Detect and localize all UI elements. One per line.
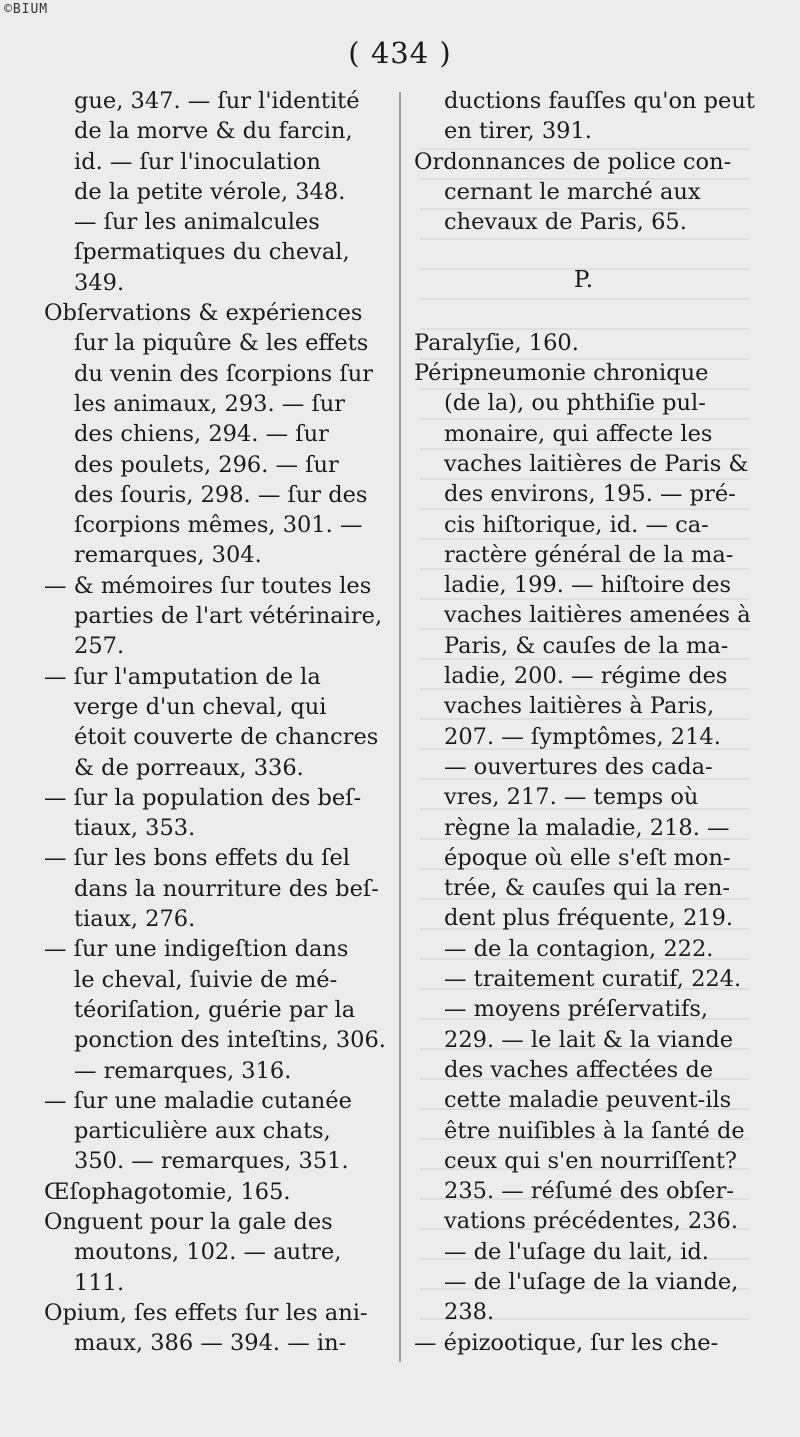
- index-line: — ſur une maladie cutanée: [44, 1087, 352, 1114]
- index-line: 238.: [444, 1299, 495, 1326]
- index-line: — ſur la population des beſ-: [44, 784, 362, 811]
- index-line: Paris, & cauſes de la ma-: [444, 632, 729, 659]
- index-line: Ordonnances de police con-: [414, 148, 732, 175]
- section-heading: P.: [573, 267, 595, 294]
- index-line: (de la), ou phthiſie pul-: [444, 390, 706, 417]
- index-line: — ſur les animalcules: [74, 209, 320, 236]
- index-line: — ſur une indigeſtion dans: [44, 936, 349, 963]
- index-line: étoit couverte de chancres: [74, 724, 379, 751]
- index-line: monaire, qui affecte les: [444, 420, 713, 447]
- index-line: 235. — réſumé des obſer-: [444, 1178, 734, 1205]
- index-line: des poulets, 296. — ſur: [74, 451, 339, 478]
- index-line: — remarques, 316.: [74, 1057, 292, 1084]
- column-divider: [399, 92, 401, 1362]
- page-number: ( 434 ): [348, 36, 452, 70]
- index-line: Obſervations & expériences: [44, 300, 363, 327]
- index-line: 349.: [74, 269, 125, 296]
- index-line: ductions fauſſes qu'on peut: [444, 88, 755, 114]
- index-line: — traitement curatif, 224.: [444, 966, 742, 993]
- index-line: gue, 347. — ſur l'identité: [74, 88, 360, 114]
- index-line: Onguent pour la gale des: [44, 1208, 333, 1235]
- library-watermark: ©BIUM: [4, 2, 49, 17]
- index-line: maux, 386 — 394. — in-: [74, 1330, 347, 1357]
- index-line: particulière aux chats,: [74, 1118, 331, 1145]
- index-line: de la morve & du farcin,: [74, 118, 353, 145]
- index-line: en tirer, 391.: [444, 118, 592, 145]
- index-line: Péripneumonie chronique: [414, 360, 709, 387]
- index-line: de la petite vérole, 348.: [74, 178, 346, 205]
- index-line: dans la nourriture des beſ-: [74, 875, 379, 902]
- index-line: — de l'uſage de la viande,: [444, 1268, 739, 1295]
- index-line: des chiens, 294. — ſur: [74, 421, 329, 448]
- index-line: vations précédentes, 236.: [444, 1208, 739, 1235]
- index-line: remarques, 304.: [74, 542, 262, 569]
- index-line: 207. — ſymptômes, 214.: [444, 723, 721, 750]
- index-line: — & mémoires ſur toutes les: [44, 572, 372, 599]
- index-line: — de l'uſage du lait, id.: [444, 1238, 709, 1265]
- index-line: parties de l'art vétérinaire,: [74, 603, 383, 630]
- index-line: Œſophagotomie, 165.: [44, 1178, 291, 1205]
- index-line: ſur la piquûre & les effets: [74, 330, 369, 357]
- index-line: ladie, 199. — hiſtoire des: [444, 572, 732, 599]
- index-line: vaches laitières à Paris,: [444, 693, 715, 720]
- index-line: tiaux, 276.: [74, 906, 196, 933]
- index-line: règne la maladie, 218. —: [444, 814, 730, 841]
- index-line: verge d'un cheval, qui: [74, 693, 327, 720]
- index-line: Paralyſie, 160.: [414, 329, 579, 356]
- index-line: 229. — le lait & la viande: [444, 1026, 734, 1053]
- index-line: ceux qui s'en nourriſſent?: [444, 1147, 737, 1174]
- index-line: moutons, 102. — autre,: [74, 1239, 342, 1266]
- index-line: vaches laitières amenées à: [444, 602, 751, 629]
- index-line: le cheval, ſuivie de mé-: [74, 966, 338, 993]
- index-line: 257.: [74, 633, 125, 660]
- index-line: vres, 217. — temps où: [444, 784, 699, 811]
- index-line: ponction des inteſtins, 306.: [74, 1027, 386, 1054]
- index-line: des vaches affectées de: [444, 1056, 714, 1083]
- index-line: ſcorpions mêmes, 301. —: [74, 512, 363, 539]
- left-column: [44, 86, 386, 1358]
- right-column-bottom: [414, 328, 754, 1358]
- index-line: chevaux de Paris, 65.: [444, 209, 687, 236]
- index-line: cis hiſtorique, id. — ca-: [444, 511, 709, 538]
- index-line: — épizootique, ſur les che-: [414, 1329, 719, 1356]
- index-line: — ſur l'amputation de la: [44, 663, 321, 690]
- index-line: ractère général de la ma-: [444, 541, 734, 568]
- index-line: téoriſation, guérie par la: [74, 996, 356, 1023]
- index-line: ladie, 200. — régime des: [444, 663, 728, 690]
- index-line: cette maladie peuvent-ils: [444, 1087, 732, 1114]
- index-line: vaches laitières de Paris &: [444, 450, 749, 477]
- index-line: tiaux, 353.: [74, 815, 196, 842]
- right-column: [414, 86, 754, 1358]
- index-line: — de la contagion, 222.: [444, 935, 714, 962]
- index-line: époque où elle s'eſt mon-: [444, 844, 731, 871]
- index-line: être nuiſibles à la ſanté de: [444, 1117, 745, 1144]
- index-line: Opium, ſes effets ſur les ani-: [44, 1299, 368, 1326]
- index-line: du venin des ſcorpions ſur: [74, 360, 373, 387]
- index-line: dent plus fréquente, 219.: [444, 905, 734, 932]
- index-line: les animaux, 293. — ſur: [74, 390, 346, 417]
- index-line: trée, & cauſes qui la ren-: [444, 875, 730, 902]
- index-line: cernant le marché aux: [444, 178, 701, 205]
- index-line: des ſouris, 298. — ſur des: [74, 481, 368, 508]
- right-column-top: [414, 86, 754, 237]
- index-line: — moyens préſervatifs,: [444, 996, 709, 1023]
- index-line: 111.: [74, 1269, 125, 1296]
- index-line: des environs, 195. — pré-: [444, 481, 736, 508]
- index-line: & de porreaux, 336.: [74, 754, 304, 781]
- index-line: ſpermatiques du cheval,: [74, 239, 350, 266]
- index-line: — ouvertures des cada-: [444, 753, 713, 780]
- index-line: id. — ſur l'inoculation: [74, 148, 321, 175]
- index-line: — ſur les bons effets du ſel: [44, 845, 350, 872]
- index-line: 350. — remarques, 351.: [74, 1148, 349, 1175]
